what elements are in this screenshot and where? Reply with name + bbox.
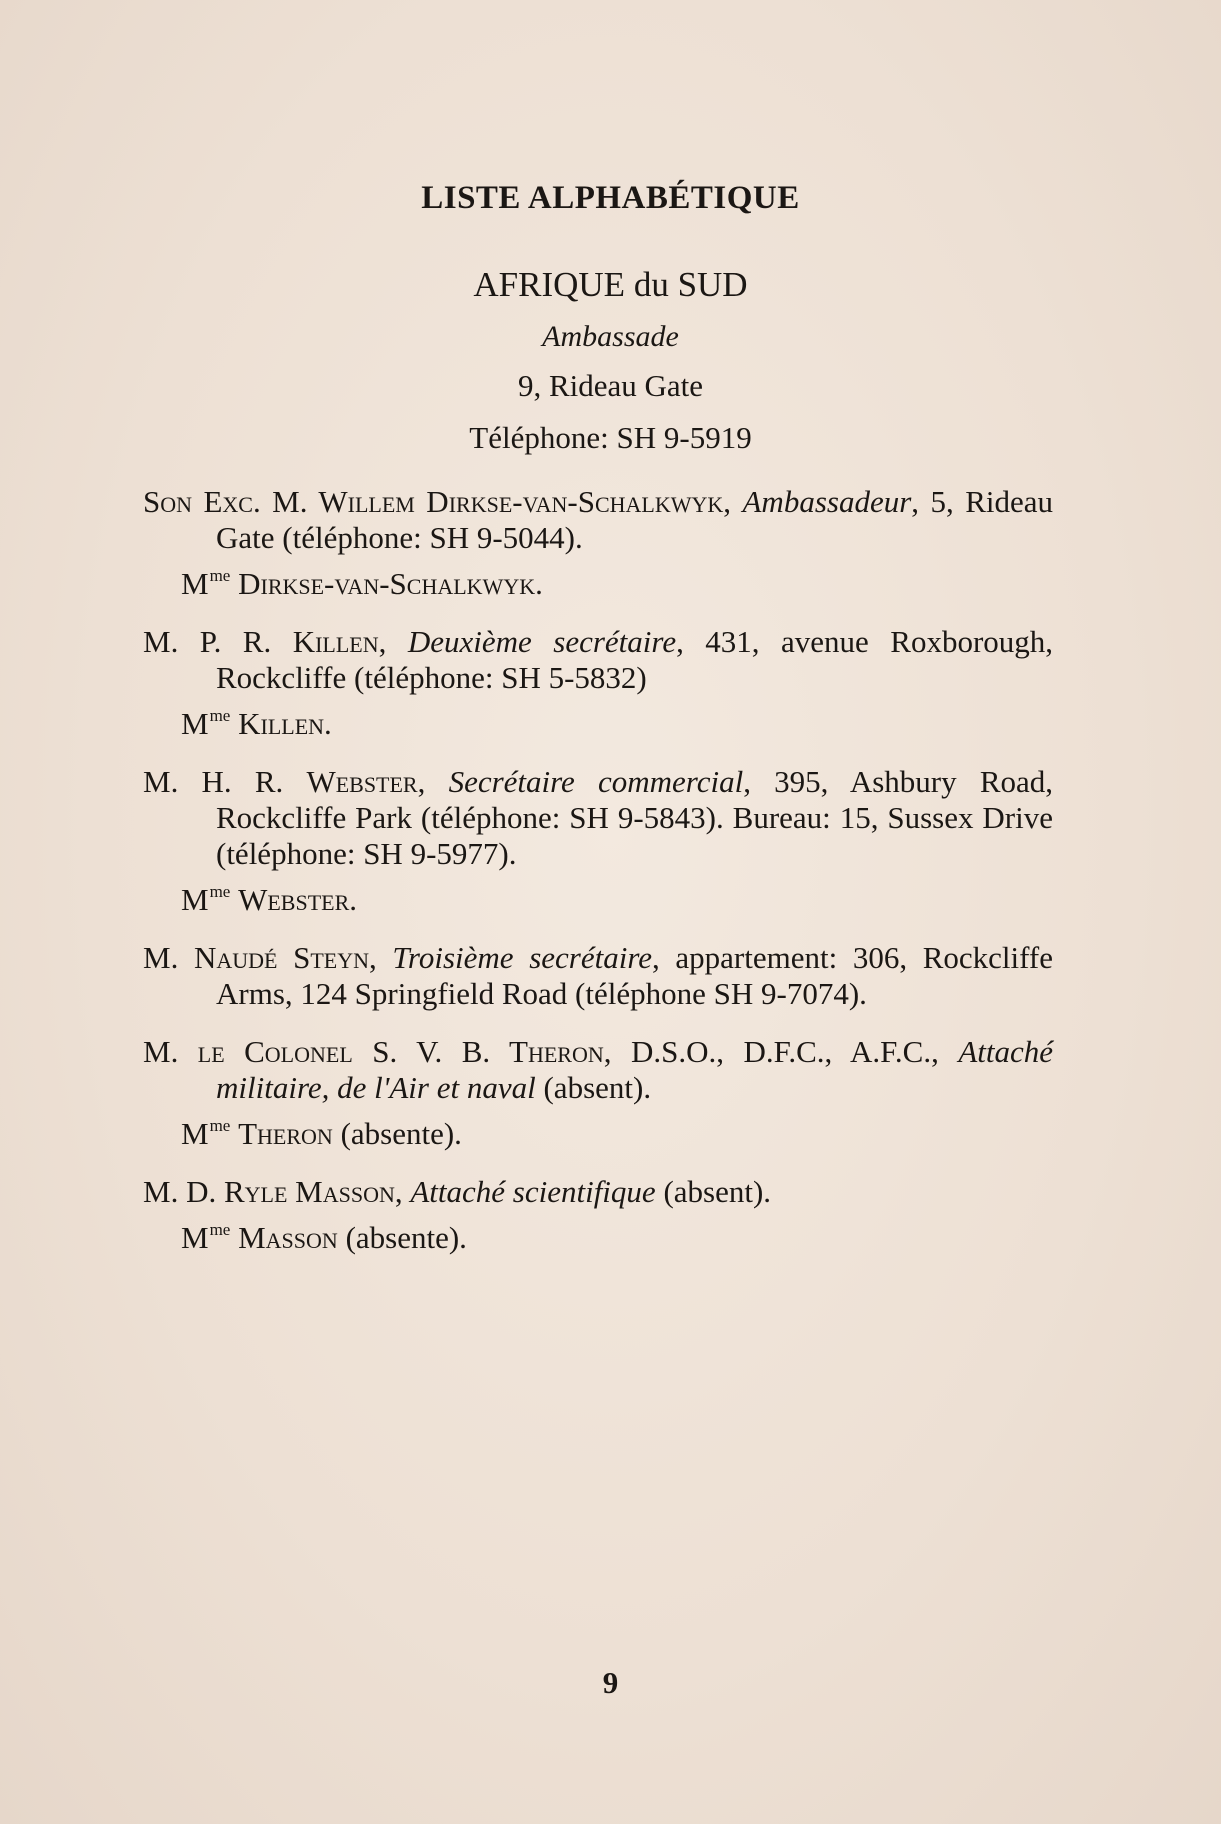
- mission-type: Ambassade: [542, 320, 679, 353]
- entry-separator: , D.S.O., D.F.C., A.F.C.,: [603, 1034, 959, 1069]
- spouse-sup: me: [209, 566, 231, 585]
- entry-separator: ,: [394, 1174, 411, 1209]
- spouse-name: Killen: [238, 706, 325, 741]
- entry-spouse: [143, 1108, 1053, 1152]
- list-item: [143, 1174, 1053, 1256]
- spouse-details: .: [535, 566, 543, 601]
- spouse-name: Masson: [238, 1220, 338, 1255]
- entry-title: Attaché militaire, de l'Air et naval: [216, 1034, 1053, 1105]
- mission-telephone: Téléphone: SH 9-5919: [469, 420, 752, 455]
- entry-prefix: M. P. R.: [143, 624, 293, 659]
- personnel-list: [143, 484, 1053, 1278]
- entry-prefix: M. H. R.: [143, 764, 307, 799]
- entry-main: [143, 624, 1053, 696]
- entry-title: Deuxième secrétaire: [407, 624, 677, 659]
- entry-spouse: [143, 874, 1053, 918]
- entry-name: Willem Dirkse-van-Schalkwyk: [318, 484, 724, 519]
- spouse-prefix: M: [181, 706, 209, 741]
- country-heading: AFRIQUE du SUD: [473, 265, 748, 304]
- entry-separator: ,: [723, 484, 743, 519]
- entry-name: Ryle Masson: [223, 1174, 395, 1209]
- list-item: [143, 940, 1053, 1012]
- entry-title: Secrétaire commercial: [448, 764, 744, 799]
- list-item: [143, 764, 1053, 918]
- spouse-name: Theron: [238, 1116, 333, 1151]
- spouse-name: Webster: [238, 882, 350, 917]
- entry-title: Ambassadeur: [742, 484, 912, 519]
- entry-prefix: M.: [143, 940, 194, 975]
- entry-spouse: [143, 558, 1053, 602]
- spouse-sup: me: [209, 882, 231, 901]
- spouse-details: .: [349, 882, 358, 917]
- entry-main: [143, 764, 1053, 872]
- entry-title: Troisième secrétaire: [392, 940, 652, 975]
- entry-separator: ,: [417, 764, 449, 799]
- entry-name: Killen: [292, 624, 379, 659]
- entry-spouse: [143, 698, 1053, 742]
- entry-prefix: M. D.: [143, 1174, 224, 1209]
- entry-details: , 5, Rideau Gate (téléphone: SH 9-5044).: [216, 484, 1053, 555]
- spouse-name: Dirkse-van-Schalkwyk: [238, 566, 536, 601]
- mission-address: 9, Rideau Gate: [517, 368, 704, 403]
- entry-main: [143, 1034, 1053, 1106]
- spouse-prefix: M: [181, 1116, 209, 1151]
- list-item: [143, 484, 1053, 602]
- entry-main: [143, 484, 1053, 556]
- spouse-prefix: M: [181, 566, 209, 601]
- entry-prefix: M.: [143, 1034, 198, 1069]
- entry-separator: ,: [369, 940, 393, 975]
- entry-name: Naudé Steyn: [193, 940, 369, 975]
- spouse-prefix: M: [181, 882, 209, 917]
- spouse-prefix: M: [181, 1220, 209, 1255]
- entry-details: , appartement: 306, Rockcliffe Arms, 124 Springfield Road (téléphone SH 9-7074).: [216, 940, 1054, 1011]
- spouse-details: .: [324, 706, 332, 741]
- entry-details: (absent).: [535, 1070, 652, 1105]
- entry-prefix: Son Exc. M.: [143, 484, 319, 519]
- entry-separator: ,: [378, 624, 408, 659]
- entry-title: Attaché scientifique: [410, 1174, 656, 1209]
- entry-details: , 395, Ashbury Road, Rockcliffe Park (téléphone: SH 9-5843). Bureau: 15, Sussex Drive (téléphone: SH 9-5977).: [216, 764, 1053, 871]
- entry-details: , 431, avenue Roxborough, Rockcliffe (téléphone: SH 5-5832): [216, 624, 1054, 695]
- spouse-sup: me: [209, 706, 231, 725]
- spouse-sup: me: [209, 1220, 231, 1239]
- list-item: [143, 624, 1053, 742]
- entry-spouse: [143, 1212, 1053, 1256]
- entry-name: Webster: [306, 764, 418, 799]
- spouse-details: (absente).: [332, 1116, 462, 1151]
- list-title: LISTE ALPHABÉTIQUE: [421, 180, 800, 216]
- entry-name: le Colonel S. V. B. Theron: [197, 1034, 604, 1069]
- entry-main: [143, 1174, 1053, 1210]
- entry-main: [143, 940, 1053, 1012]
- spouse-details: (absente).: [337, 1220, 467, 1255]
- list-item: [143, 1034, 1053, 1152]
- entry-details: (absent).: [655, 1174, 772, 1209]
- page-number: 9: [602, 1665, 619, 1700]
- spouse-sup: me: [209, 1116, 231, 1135]
